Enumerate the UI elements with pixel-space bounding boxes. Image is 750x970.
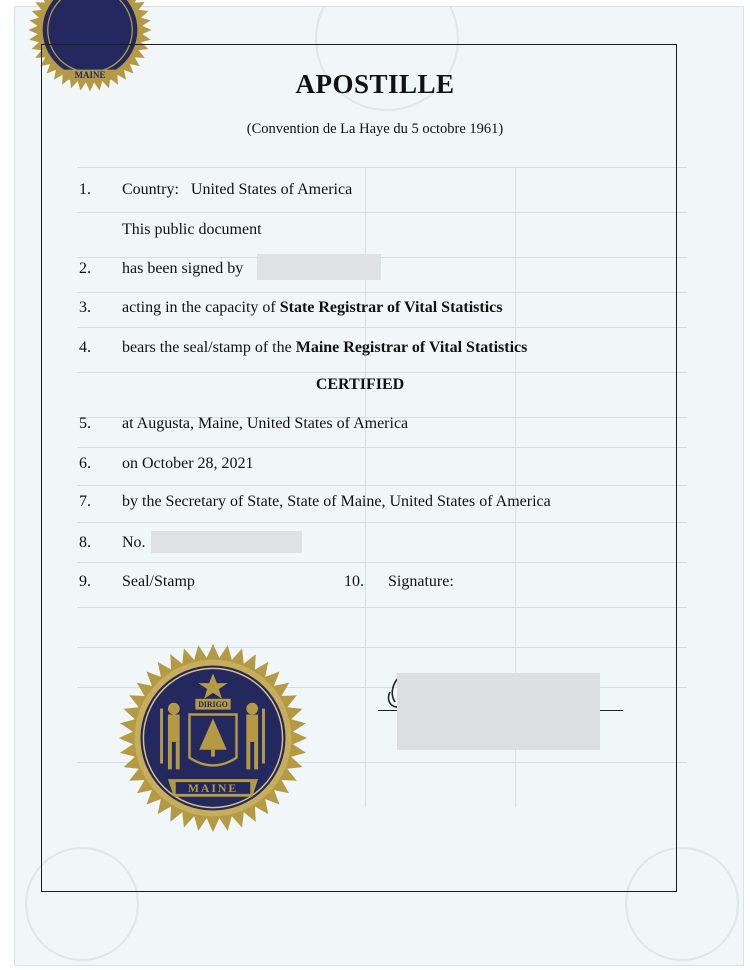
authority-line: by the Secretary of State, State of Maine, United States of America bbox=[122, 493, 551, 510]
seal-top-text: MAINE bbox=[74, 70, 106, 80]
country-line bbox=[122, 181, 352, 199]
apostille-number-redacted bbox=[151, 531, 302, 553]
signature-label: Signature: bbox=[388, 573, 454, 590]
signed-by-label: has been signed by bbox=[122, 260, 244, 277]
item-number: 4. bbox=[79, 339, 91, 356]
item-number: 6. bbox=[79, 455, 91, 472]
item-number: 9. bbox=[79, 573, 91, 590]
seal-stamp-label: Seal/Stamp bbox=[122, 573, 195, 590]
item-number: 10. bbox=[344, 573, 364, 590]
seal-of-label: bears the seal/stamp of the bbox=[122, 339, 292, 356]
seal-banner-text: MAINE bbox=[187, 781, 239, 795]
document-subtitle: (Convention de La Haye du 5 octobre 1961) bbox=[246, 121, 504, 137]
seal-motto: DIRIGO bbox=[198, 700, 228, 710]
item-number: 8. bbox=[79, 534, 91, 551]
maine-state-seal bbox=[115, 640, 311, 836]
date-line: on October 28, 2021 bbox=[122, 455, 254, 472]
capacity-label: acting in the capacity of bbox=[122, 299, 276, 316]
country-value: United States of America bbox=[190, 181, 353, 198]
signer-name-redacted bbox=[257, 254, 381, 280]
item-number: 2. bbox=[79, 260, 91, 277]
seal-of-value: Maine Registrar of Vital Statistics bbox=[295, 339, 528, 356]
certified-heading: CERTIFIED bbox=[315, 376, 405, 393]
item-number: 7. bbox=[79, 493, 91, 510]
place-line: at Augusta, Maine, United States of America bbox=[122, 415, 409, 432]
country-label: Country: bbox=[122, 181, 179, 198]
item-number: 1. bbox=[79, 181, 91, 198]
number-label: No. bbox=[122, 534, 146, 551]
public-document-line: This public document bbox=[122, 221, 262, 238]
signature-redacted bbox=[397, 673, 600, 750]
item-number: 5. bbox=[79, 415, 91, 432]
item-number: 3. bbox=[79, 299, 91, 316]
seal-of-line bbox=[122, 339, 527, 357]
capacity-value: State Registrar of Vital Statistics bbox=[279, 299, 503, 316]
capacity-line bbox=[122, 299, 503, 317]
document-title: APOSTILLE bbox=[295, 69, 455, 99]
